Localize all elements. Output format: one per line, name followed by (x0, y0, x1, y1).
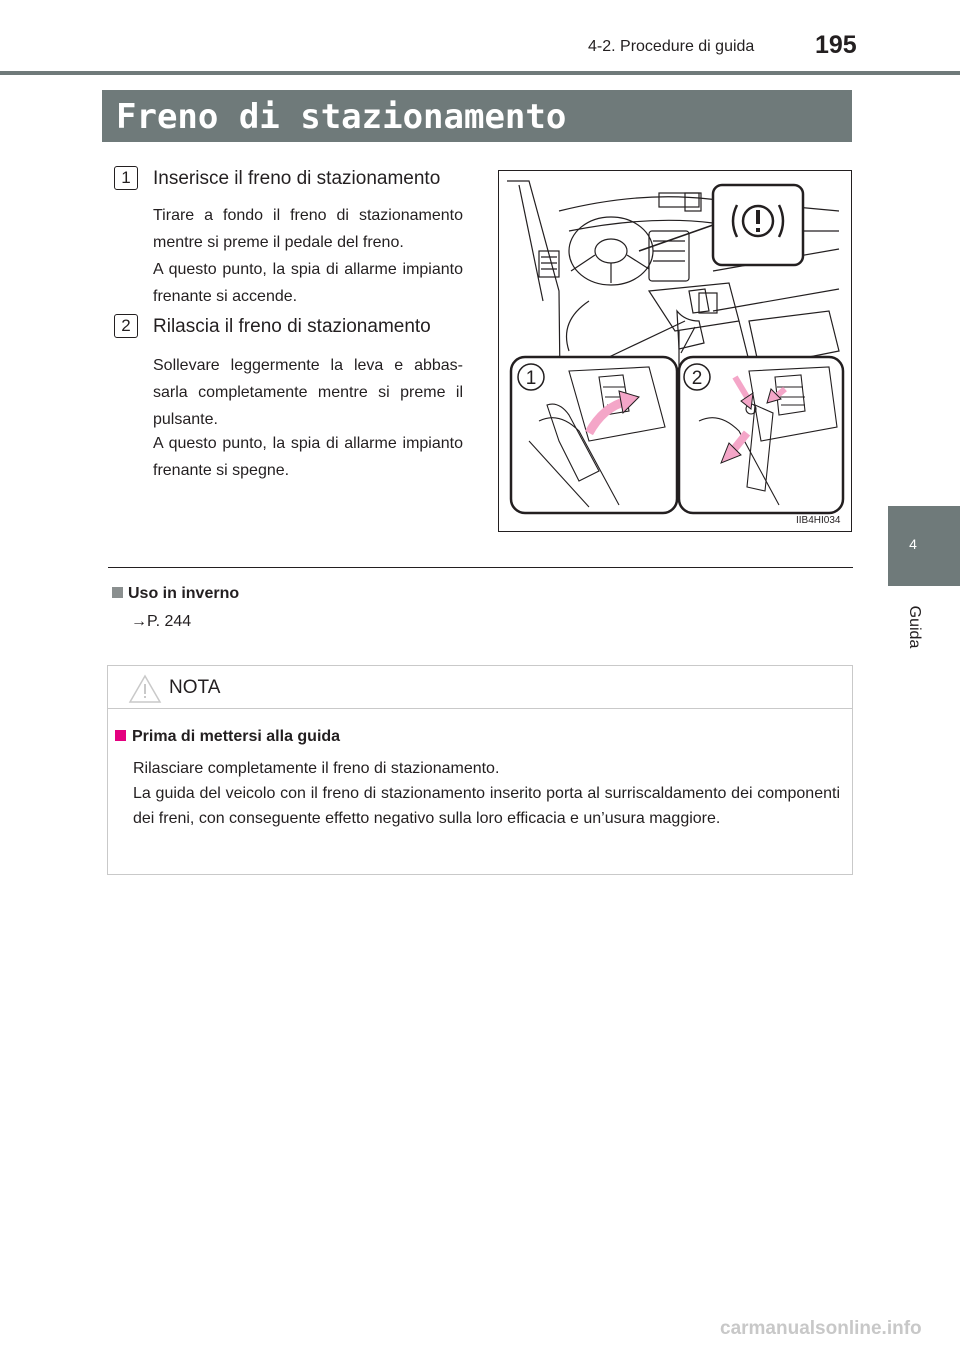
page-number: 195 (815, 31, 857, 59)
chapter-tab (888, 506, 960, 586)
bullet-square-icon (112, 587, 123, 598)
step-1-line-1: Tirare a fondo il freno di stazionamento mentre si preme il pedale del freno. (153, 207, 463, 251)
callout-2: 2 (691, 368, 703, 389)
chapter-number: 4 (909, 536, 917, 552)
winter-heading (112, 585, 239, 603)
nota-subheading-text: Prima di mettersi alla guida (132, 728, 341, 745)
step-1-heading: Inserisce il freno di stazionamento (153, 168, 441, 189)
header-divider (0, 71, 960, 75)
warning-lamp-callout (713, 185, 803, 265)
step-2-line-1: Sollevare leggermente la leva e abbas-sarla completamente mentre si preme il pulsante. (153, 357, 463, 428)
section-reference: 4-2. Procedure di guida (588, 38, 755, 55)
watermark: carmanualsonline.info (720, 1318, 922, 1339)
nota-body (133, 756, 840, 831)
page-title: Freno di stazionamento (116, 97, 567, 137)
section-divider (108, 567, 853, 568)
figure-code: IIB4HI034 (796, 515, 841, 526)
step-1-line-2: A questo punto, la spia di allarme impianto frenante si accende. (153, 261, 463, 305)
chapter-label (904, 596, 924, 656)
winter-page-reference: →P. 244 (131, 613, 192, 630)
nota-bullet-square-icon (115, 730, 126, 741)
nota-subheading (115, 728, 340, 746)
nota-body-line-2: La guida del veicolo con il freno di stazionamento inserito porta al surriscaldamento dei componenti dei freni, con conseguente effetto negativo sulla loro efficacia e un’usura maggiore. (133, 785, 840, 827)
nota-title: NOTA (169, 677, 221, 698)
nota-box (107, 665, 853, 875)
nota-divider (108, 708, 852, 709)
nota-body-line-1: Rilasciare completamente il freno di stazionamento. (133, 760, 500, 777)
step-1-number: 1 (114, 166, 138, 190)
winter-heading-text: Uso in inverno (128, 585, 240, 602)
parking-brake-illustration (498, 170, 852, 532)
step-2-heading: Rilascia il freno di stazionamento (153, 316, 431, 337)
illustration-drawing (499, 171, 852, 532)
step-2-number: 2 (114, 314, 138, 338)
page-title-banner (102, 90, 852, 142)
chapter-label-text: Guida (906, 605, 923, 649)
callout-1: 1 (525, 368, 537, 389)
caution-triangle-icon (128, 674, 162, 704)
step-2-line-2: A questo punto, la spia di allarme impianto frenante si spegne. (153, 435, 463, 479)
